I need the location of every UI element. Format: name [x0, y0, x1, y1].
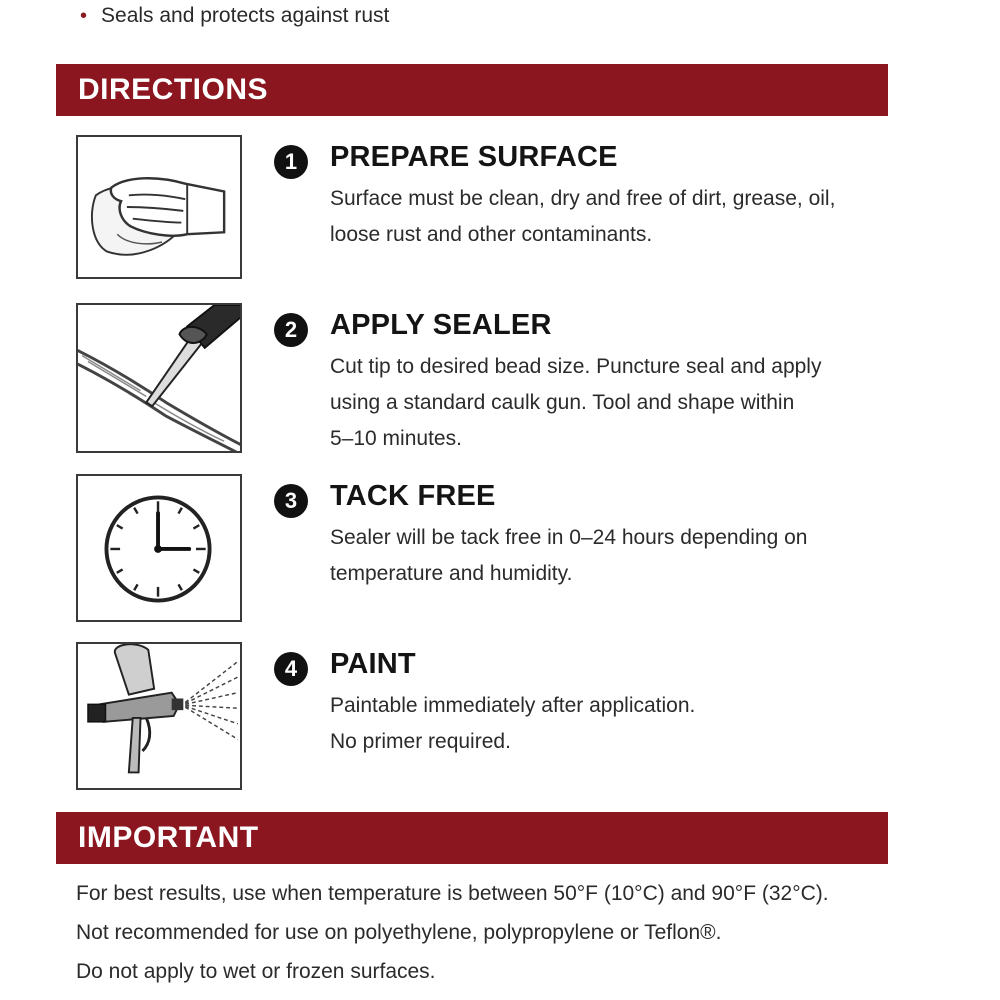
step-description-line: temperature and humidity. [330, 562, 573, 585]
important-note-line: Do not apply to wet or frozen surfaces. [76, 960, 436, 983]
important-notes [76, 874, 896, 991]
step-title: APPLY SEALER [330, 309, 552, 341]
intro-bullet [80, 4, 389, 28]
step-description-line: Sealer will be tack free in 0–24 hours depending on [330, 526, 808, 549]
important-heading: IMPORTANT [56, 812, 888, 864]
step-description [330, 349, 890, 457]
important-note-line: For best results, use when temperature is between 50°F (10°C) and 90°F (32°C). [76, 882, 829, 905]
step-number-badge: 3 [274, 484, 308, 518]
step-description-line: 5–10 minutes. [330, 427, 462, 450]
spray-gun-icon [76, 642, 242, 790]
step-number-badge: 4 [274, 652, 308, 686]
step-description-line: Paintable immediately after application. [330, 694, 696, 717]
step-title: PAINT [330, 648, 416, 680]
step-apply-sealer [76, 303, 896, 453]
step-description-line: No primer required. [330, 730, 511, 753]
step-paint [76, 642, 896, 790]
step-description-line: loose rust and other contaminants. [330, 223, 653, 246]
bullet-dot-icon: • [80, 4, 88, 27]
step-description [330, 688, 890, 760]
intro-bullet-text: Seals and protects against rust [101, 4, 390, 27]
step-title: PREPARE SURFACE [330, 141, 618, 173]
step-description [330, 520, 890, 592]
directions-heading: DIRECTIONS [56, 64, 888, 116]
step-number-badge: 2 [274, 313, 308, 347]
step-prepare-surface [76, 135, 896, 281]
step-description-line: Cut tip to desired bead size. Puncture seal and apply [330, 355, 822, 378]
step-number-badge: 1 [274, 145, 308, 179]
step-title: TACK FREE [330, 480, 496, 512]
hand-wiping-cloth-icon [76, 135, 242, 279]
important-note-line: Not recommended for use on polyethylene, polypropylene or Teflon®. [76, 921, 722, 944]
clock-icon [76, 474, 242, 622]
step-tack-free [76, 474, 896, 622]
caulk-nozzle-bead-icon [76, 303, 242, 453]
step-description-line: using a standard caulk gun. Tool and shape within [330, 391, 795, 414]
step-description [330, 181, 890, 253]
step-description-line: Surface must be clean, dry and free of dirt, grease, oil, [330, 187, 836, 210]
